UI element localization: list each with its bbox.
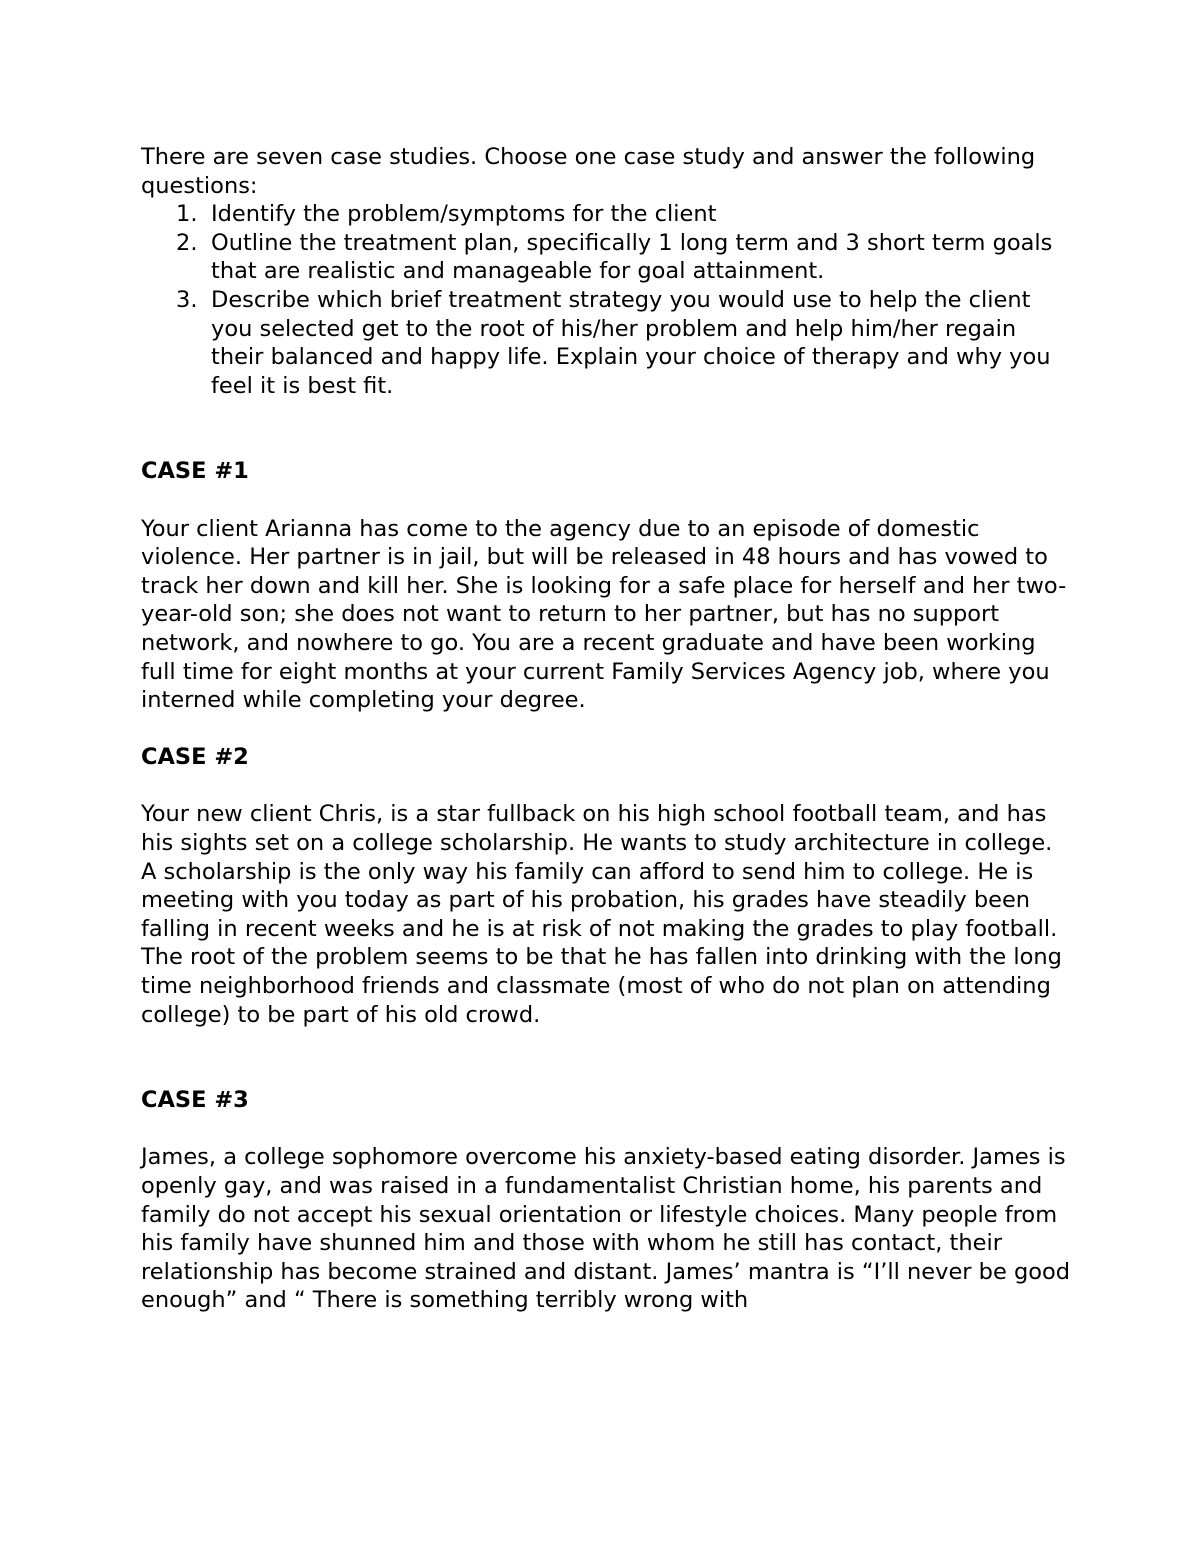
question-number: 1. xyxy=(176,201,198,228)
case-2-body: Your new client Chris, is a star fullback on his high school football team, and has his sights set on a college scholarship. He wants to study architecture in college. A scholarship is the only way his family can afford to send him to college. He is meeting with you today as part of his probation, his grades have steadily been falling in recent weeks and he is at risk of not making the grades to play football. The root of the problem seems to be that he has fallen into drinking with the long time neighborhood friends and classmate (most of who do not plan on attending college) to be part of his old crowd. xyxy=(141,801,1062,1028)
case-1-body: Your client Arianna has come to the agency due to an episode of domestic violence. Her partner is in jail, but will be released in 48 hours and has vowed to track her down and kill her. She is looking for a safe place for herself and her two-year-old son; she does not want to return to her partner, but has no support network, and nowhere to go. You are a recent graduate and have been working full time for eight months at your current Family Services Agency job, where you interned while completing your degree. xyxy=(141,515,1067,714)
question-list xyxy=(141,200,1071,400)
case-3-heading: CASE #3 xyxy=(141,1087,249,1114)
case-3-body: James, a college sophomore overcome his anxiety-based eating disorder. James is openly gay, and was raised in a fundamentalist Christian home, his parents and family do not accept his sexual orientation or lifestyle choices. Many people from his family have shunned him and those with whom he still has contact, their relationship has become strained and distant. James’ mantra is “I’ll never be good enough” and “ There is something terribly wrong with xyxy=(141,1144,1071,1314)
question-item xyxy=(141,286,1071,400)
question-item xyxy=(141,200,1071,229)
case-2-heading: CASE #2 xyxy=(141,744,249,771)
question-item xyxy=(141,229,1071,286)
question-text: Identify the problem/symptoms for the client xyxy=(211,201,717,228)
case-1-heading: CASE #1 xyxy=(141,458,249,485)
question-text: Outline the treatment plan, specifically 1 long term and 3 short term goals that are realistic and manageable for goal attainment. xyxy=(211,229,1053,285)
intro-paragraph: There are seven case studies. Choose one case study and answer the following questions: xyxy=(141,144,1036,199)
question-text: Describe which brief treatment strategy you would use to help the client you selected get to the root of his/her problem and help him/her regain their balanced and happy life. Explain your choice of therapy and why you feel it is best fit. xyxy=(211,286,1051,399)
document-content xyxy=(141,143,1071,1315)
question-number: 3. xyxy=(176,286,198,313)
question-number: 2. xyxy=(176,229,198,256)
